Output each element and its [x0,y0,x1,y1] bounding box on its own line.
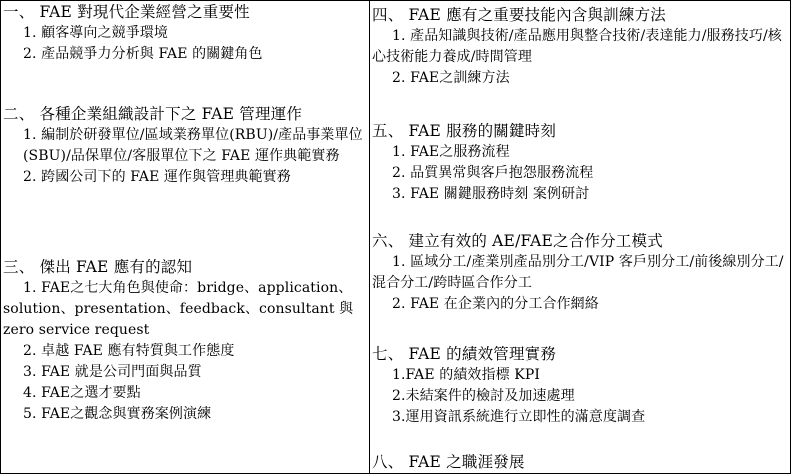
list-item: 2. 產品競爭力分析與 FAE 的關鍵角色 [23,46,263,62]
section-3 [1,257,369,425]
list-item: 2. FAE之訓練方法 [392,70,510,86]
list-item: 2. FAE 在企業內的分工合作網絡 [392,296,599,312]
list-item: 5. FAE之觀念與實務案例演練 [23,406,212,422]
section-6 [370,231,790,315]
list-item: 1. FAE之服務流程 [392,144,510,160]
section-7 [370,344,790,428]
section-1 [1,2,369,65]
list-item: 1. 產品知識與技術/產品應用與整合技術/表達能力/服務技巧/核心技術能力養成/時間管理 [372,28,782,65]
list-item: 2. 跨國公司下的 FAE 運作與管理典範實務 [23,169,291,185]
section-2 [1,104,369,188]
list-item: 2. 卓越 FAE 應有特質與工作態度 [23,343,235,359]
list-item: 1. 顧客導向之競爭環境 [23,25,169,41]
section-heading: 四、 FAE 應有之重要技能內含與訓練方法 [372,6,666,24]
list-item: 1. 區域分工/產業別產品別分工/VIP 客戶別分工/前後線別分工/混合分工/跨時區合作分工 [372,254,784,291]
list-item: 3. FAE 就是公司門面與品質 [23,364,202,380]
section-heading: 五、 FAE 服務的關鍵時刻 [372,122,557,140]
section-heading: 八、 FAE 之職涯發展 [372,453,525,471]
list-item: 3. FAE 關鍵服務時刻 案例研討 [392,186,590,202]
section-heading: 六、 建立有效的 AE/FAE之合作分工模式 [372,232,663,250]
section-heading: 一、 FAE 對現代企業經營之重要性 [3,3,250,21]
list-item: 1. 編制於研發單位/區域業務單位(RBU)/產品事業單位(SBU)/品保單位/客服單位下之 FAE 運作典範實務 [23,127,363,164]
section-4 [370,5,790,89]
list-item: 2.未結案件的檢討及加速處理 [392,388,575,404]
section-heading: 二、 各種企業組織設計下之 FAE 管理運作 [3,105,303,123]
section-5 [370,121,790,205]
section-heading: 三、 傑出 FAE 應有的認知 [3,258,193,276]
section-8 [370,452,790,473]
list-item: 3.運用資訊系統進行立即性的滿意度調查 [392,409,646,425]
section-heading: 七、 FAE 的績效管理實務 [372,345,557,363]
list-item: 2. 品質異常與客戶抱怨服務流程 [392,165,594,181]
list-item: 1.FAE 的績效指標 KPI [392,367,540,383]
list-item: 4. FAE之選才要點 [23,385,141,401]
list-item: 1. FAE之七大角色與使命：bridge、application、solution、presentation、feedback、consultant 與 zero service request [3,280,354,338]
left-column [1,1,370,473]
right-column [370,1,790,473]
